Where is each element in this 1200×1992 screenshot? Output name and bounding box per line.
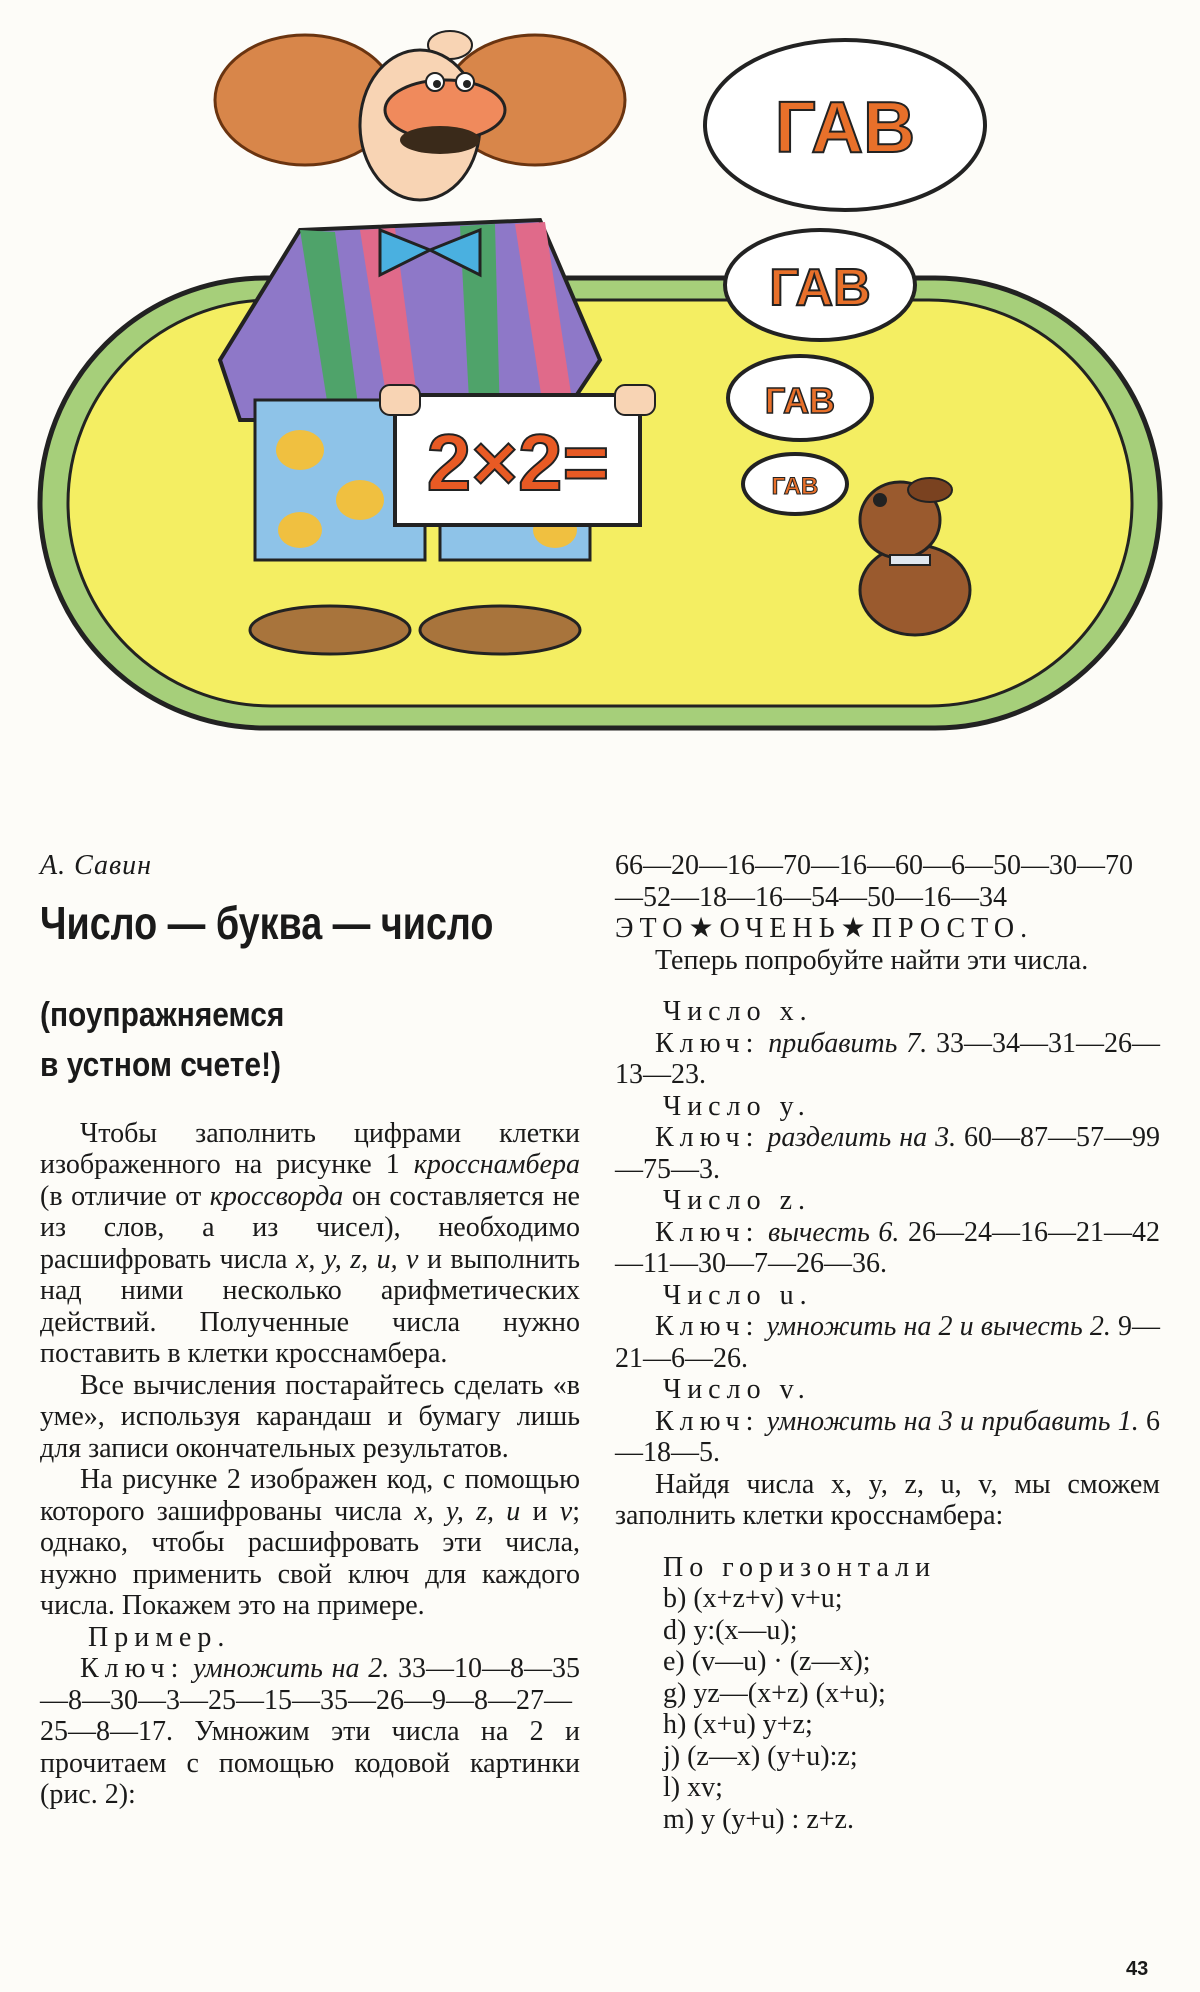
final-paragraph: Найдя числа x, y, z, u, v, мы сможем заполнить клетки кросснамбера: bbox=[615, 1468, 1160, 1531]
y-label: Число y. bbox=[663, 1090, 811, 1122]
author: А. Савин bbox=[40, 850, 153, 881]
paragraph-3: На рисунке 2 изображен код, с помощью которого зашифрованы числа x, y, z, u и v; однако, чтобы расшифровать эти числа, нужно применить свой ключ для каждого числа. Покажем это на примере. bbox=[40, 1464, 581, 1621]
math-board bbox=[380, 385, 655, 525]
svg-text:ГАВ: ГАВ bbox=[764, 380, 836, 421]
z-key: Ключ: вычесть 6. 26—24—16—21—42—11—30—7—26—36. bbox=[615, 1216, 1160, 1279]
example-label: Пример. bbox=[88, 1621, 231, 1653]
page-number: 43 bbox=[1126, 1958, 1149, 1980]
example-key: Ключ: умножить на 2. 33—10—8—35—8—30—3—25—15—35—26—9—8—27—25—8—17. Умножим эти числа на 2 и прочитаем с помощью кодовой картинки (рис. 2): bbox=[40, 1653, 580, 1810]
v-key: Ключ: умножить на 3 и прибавить 1. 6—18—5. bbox=[615, 1405, 1161, 1468]
z-label: Число z. bbox=[663, 1185, 812, 1216]
clue-item: e) (v—u) · (z—x); bbox=[663, 1646, 871, 1677]
board-text: 2×2= bbox=[426, 418, 610, 507]
u-label: Число u. bbox=[663, 1279, 813, 1311]
clue-item: b) (x+z+v) v+u; bbox=[663, 1583, 843, 1614]
v-label: Число v. bbox=[663, 1374, 811, 1405]
speech-bubble-1 bbox=[705, 40, 985, 210]
clue-item: d) y:(x—u); bbox=[663, 1614, 798, 1646]
article-subtitle: (поупражняемся в устном счете!) bbox=[40, 995, 285, 1084]
clue-item: g) yz—(x+z) (x+u); bbox=[663, 1677, 886, 1709]
x-key: Ключ: прибавить 7. 33—34—31—26—13—23. bbox=[615, 1027, 1161, 1090]
article-title: Число — буква — число bbox=[40, 896, 494, 949]
clue-item: j) (z—x) (y+u):z; bbox=[663, 1740, 858, 1772]
x-label: Число x. bbox=[663, 996, 813, 1027]
speech-bubble-3 bbox=[728, 356, 872, 440]
svg-text:ГАВ: ГАВ bbox=[771, 473, 819, 500]
try-text: Теперь попробуйте найти эти числа. bbox=[655, 944, 1089, 976]
horizontal-label: По горизонтали bbox=[663, 1551, 937, 1583]
paragraph-2: Все вычисления постарайтесь сделать «в уме», используя карандаш и бумагу лишь для записи окончательных результатов. bbox=[40, 1369, 580, 1464]
clue-item: l) xv; bbox=[663, 1772, 723, 1803]
y-key: Ключ: разделить на 3. 60—87—57—99—75—3. bbox=[615, 1122, 1161, 1185]
left-column bbox=[40, 850, 580, 1811]
paragraph-1: Чтобы заполнить цифрами клетки изображенного на рисунке 1 кросснамбера (в отличие от кроссворда он составляется не из слов, а из чисел), необходимо расшифровать числа x, y, z, u, v и выполнить над ними несколько арифметических действий. Полученные числа нужно поставить в клетки кросснамбера. bbox=[40, 1117, 581, 1369]
clown-and-dog-illustration bbox=[0, 0, 1200, 800]
right-column bbox=[615, 850, 1160, 1835]
clue-item: h) (x+u) y+z; bbox=[663, 1709, 813, 1740]
example-result: 66—20—16—70—16—60—6—50—30—70—52—18—16—54—50—16—34 bbox=[615, 850, 1133, 913]
svg-text:ГАВ: ГАВ bbox=[774, 88, 916, 168]
speech-bubble-2 bbox=[725, 230, 915, 340]
svg-text:ГАВ: ГАВ bbox=[769, 259, 871, 317]
u-key: Ключ: умножить на 2 и вычесть 2. 9—21—6—26. bbox=[615, 1311, 1161, 1374]
clue-list bbox=[615, 1583, 1160, 1835]
speech-bubble-4 bbox=[743, 454, 847, 514]
clue-item: m) y (y+u) : z+z. bbox=[663, 1803, 854, 1835]
example-answer: ЭТО★ОЧЕНЬ★ПРОСТО. bbox=[615, 913, 1034, 944]
